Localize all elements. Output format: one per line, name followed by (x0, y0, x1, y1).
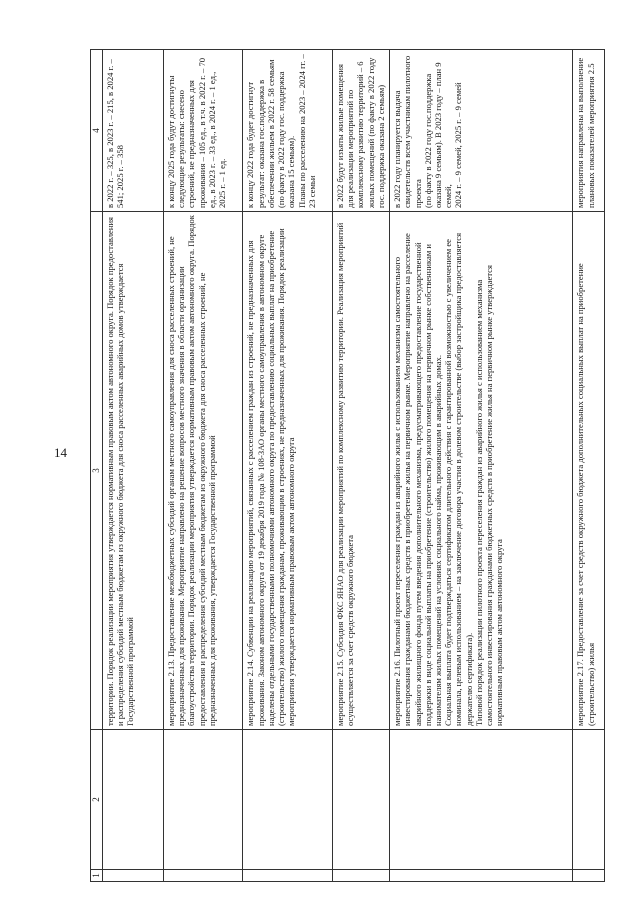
table-cell-col3 (243, 212, 333, 730)
table-cell-col4 (573, 50, 605, 212)
cell-paragraph: в 2022 году планируется выдача свидетельств всем участникам пилотного проекта (392, 55, 423, 208)
cell-paragraph: в 2022 будут изъяты жилые помещения для реализации мероприятий по комплексному развитию территорий – 6 жилых помещений (по факту в 2022 году гос. поддержка оказана 2 семьям) (335, 57, 386, 208)
cell-paragraph: мероприятие 2.17. Предоставление за счет средств окружного бюджета дополнительных социальных выплат на приобретение (строительство) жилья (575, 263, 596, 726)
table-cell-col1 (333, 870, 390, 882)
column-header-2: 2 (91, 730, 103, 870)
table-row (390, 50, 573, 882)
table-cell-col4 (164, 50, 243, 212)
table-row (573, 50, 605, 882)
document-table-rotated (90, 50, 605, 882)
table-cell-col1 (390, 870, 573, 882)
table-row (333, 50, 390, 882)
table-cell-col3 (103, 212, 164, 730)
table-cell-col1 (103, 870, 164, 882)
table-header-row (91, 50, 103, 882)
column-header-1: 1 (91, 870, 103, 882)
cell-paragraph: мероприятие 2.15. Субсидия ФКС ЯНАО для реализации мероприятий по комплексному развитию территории. Реализация мероприятий осуществляется за счет средств окружного бюджета (335, 222, 356, 726)
table-cell-col4 (390, 50, 573, 212)
cell-paragraph: территории. Порядок реализации мероприятия утверждается нормативным правовым актом автономного округа. Порядок предоставления и распределения субсидий местным бюджетам из окружного бюджета для сноса расселенных аварийных домов утверждается Государственной программой (105, 216, 136, 726)
column-header-4: 4 (91, 50, 103, 212)
cell-paragraph: Типовой порядок реализации пилотного проекта переселения граждан из аварийного жилья с использованием механизма самостоятельного инвестирования гражданами бюджетных средств в приобретение жилья на первичном рынке утверждается нормативным правовым актом автономного округа (473, 265, 505, 726)
cell-paragraph: (по факту в 2022 году гос.поддержка оказана 9 семьям). В 2023 году – план 9 семей, (422, 62, 454, 208)
cell-paragraph: мероприятия направлены на выполнение плановых показателей мероприятия 2.5 (575, 57, 596, 208)
table-cell-col4 (243, 50, 333, 212)
cell-paragraph: Социальная выплата будет подтверждаться сертификатом длительного действия с гарантированной возможностью с увеличением ее номинала, целевым использованием – на заключение договора участия в долевом строительстве (выбор застройщика предоставляется держателю сертификата). (443, 232, 474, 726)
cell-paragraph: к концу 2025 года будут достигнуты следующие результаты: снесено строений, не предназначенных для проживания – 105 ед., в т.ч. в 2022 г. – 70 ед., в 2023 г. – 33 ед., в 2024 г. – 1 ед., 2025 г. – 1 ед. (166, 57, 228, 208)
cell-paragraph: к концу 2022 года будет достигнут результат: оказана гос.поддержка в обеспечении жильем в 2022 г. 58 семьям (по факту в 2022 году гос. поддержка оказана 15 семьям). (245, 59, 297, 208)
table-cell-col1 (164, 870, 243, 882)
measures-table (90, 49, 605, 882)
cell-paragraph: 2024 г. – 9 семей, 2025 г. – 9 семей (453, 82, 464, 208)
table-row (164, 50, 243, 882)
table-row (103, 50, 164, 882)
table-cell-col1 (573, 870, 605, 882)
cell-paragraph: в 2022 г. – 325, в 2023 г. – 215, в 2024 г. – 541; 2025 г. – 358 (105, 59, 126, 208)
table-cell-col2 (390, 730, 573, 870)
cell-paragraph: мероприятие 2.13. Предоставление межбюджетных субсидий органам местного самоуправления для сноса расселенных строений, не предназначенных для проживания. Мероприятие направлено на решение вопросов местного значения в области организации благоустройства территории. Порядок реализации мероприятия утверждается нормативным правовым актом автономного округа. Порядок предоставления и распределения субсидий местным бюджетам из окружного бюджета для сноса расселенных строений, не предназначенных для проживания, утверждается Государственной программой (166, 215, 217, 726)
table-cell-col3 (333, 212, 390, 730)
cell-paragraph: мероприятие 2.14. Субвенции на реализацию мероприятий, связанных с расселением граждан из строений, не предназначенных для проживания. Законом автономного округа от 19 декабря 2019 года № 108-ЗАО органы местного самоуправления в автономном округе наделены отдельными государственными полномочиями автономного округа по предоставлению социальных выплат на приобретение (строительство) жилого помещения гражданам, проживающим в строениях, не предназначенных для проживания. Порядок реализации мероприятия утверждается нормативным правовым актом автономного округа (245, 228, 297, 726)
table-cell-col2 (333, 730, 390, 870)
table-cell-col2 (164, 730, 243, 870)
column-header-3: 3 (91, 212, 103, 730)
table-cell-col4 (333, 50, 390, 212)
cell-paragraph: Планы по расселению на 2023 – 2024 гг. – 23 семьи (296, 54, 317, 208)
cell-paragraph: мероприятие 2.16. Пилотный проект переселения граждан из аварийного жилья с использованием механизма самостоятельного инвестирования гражданами бюджетных средств в приобретение жилья на первичном рынке. Мероприятие направлено на расселение аварийного жилищного фонда путем введения дополнительного механизма, предусматривающего предоставление государственной поддержки в виде социальной выплаты на приобретение (строительство) жилого помещения на первичном рынке собственникам и нанимателям жилых помещений на условиях социального найма, проживающим в аварийных домах. (392, 233, 443, 726)
table-cell-col3 (164, 212, 243, 730)
table-cell-col3 (573, 212, 605, 730)
table-cell-col4 (103, 50, 164, 212)
table-cell-col2 (103, 730, 164, 870)
table-cell-col3 (390, 212, 573, 730)
table-cell-col2 (573, 730, 605, 870)
table-cell-col1 (243, 870, 333, 882)
table-row (243, 50, 333, 882)
table-cell-col2 (243, 730, 333, 870)
page-number: 14 (54, 445, 67, 460)
